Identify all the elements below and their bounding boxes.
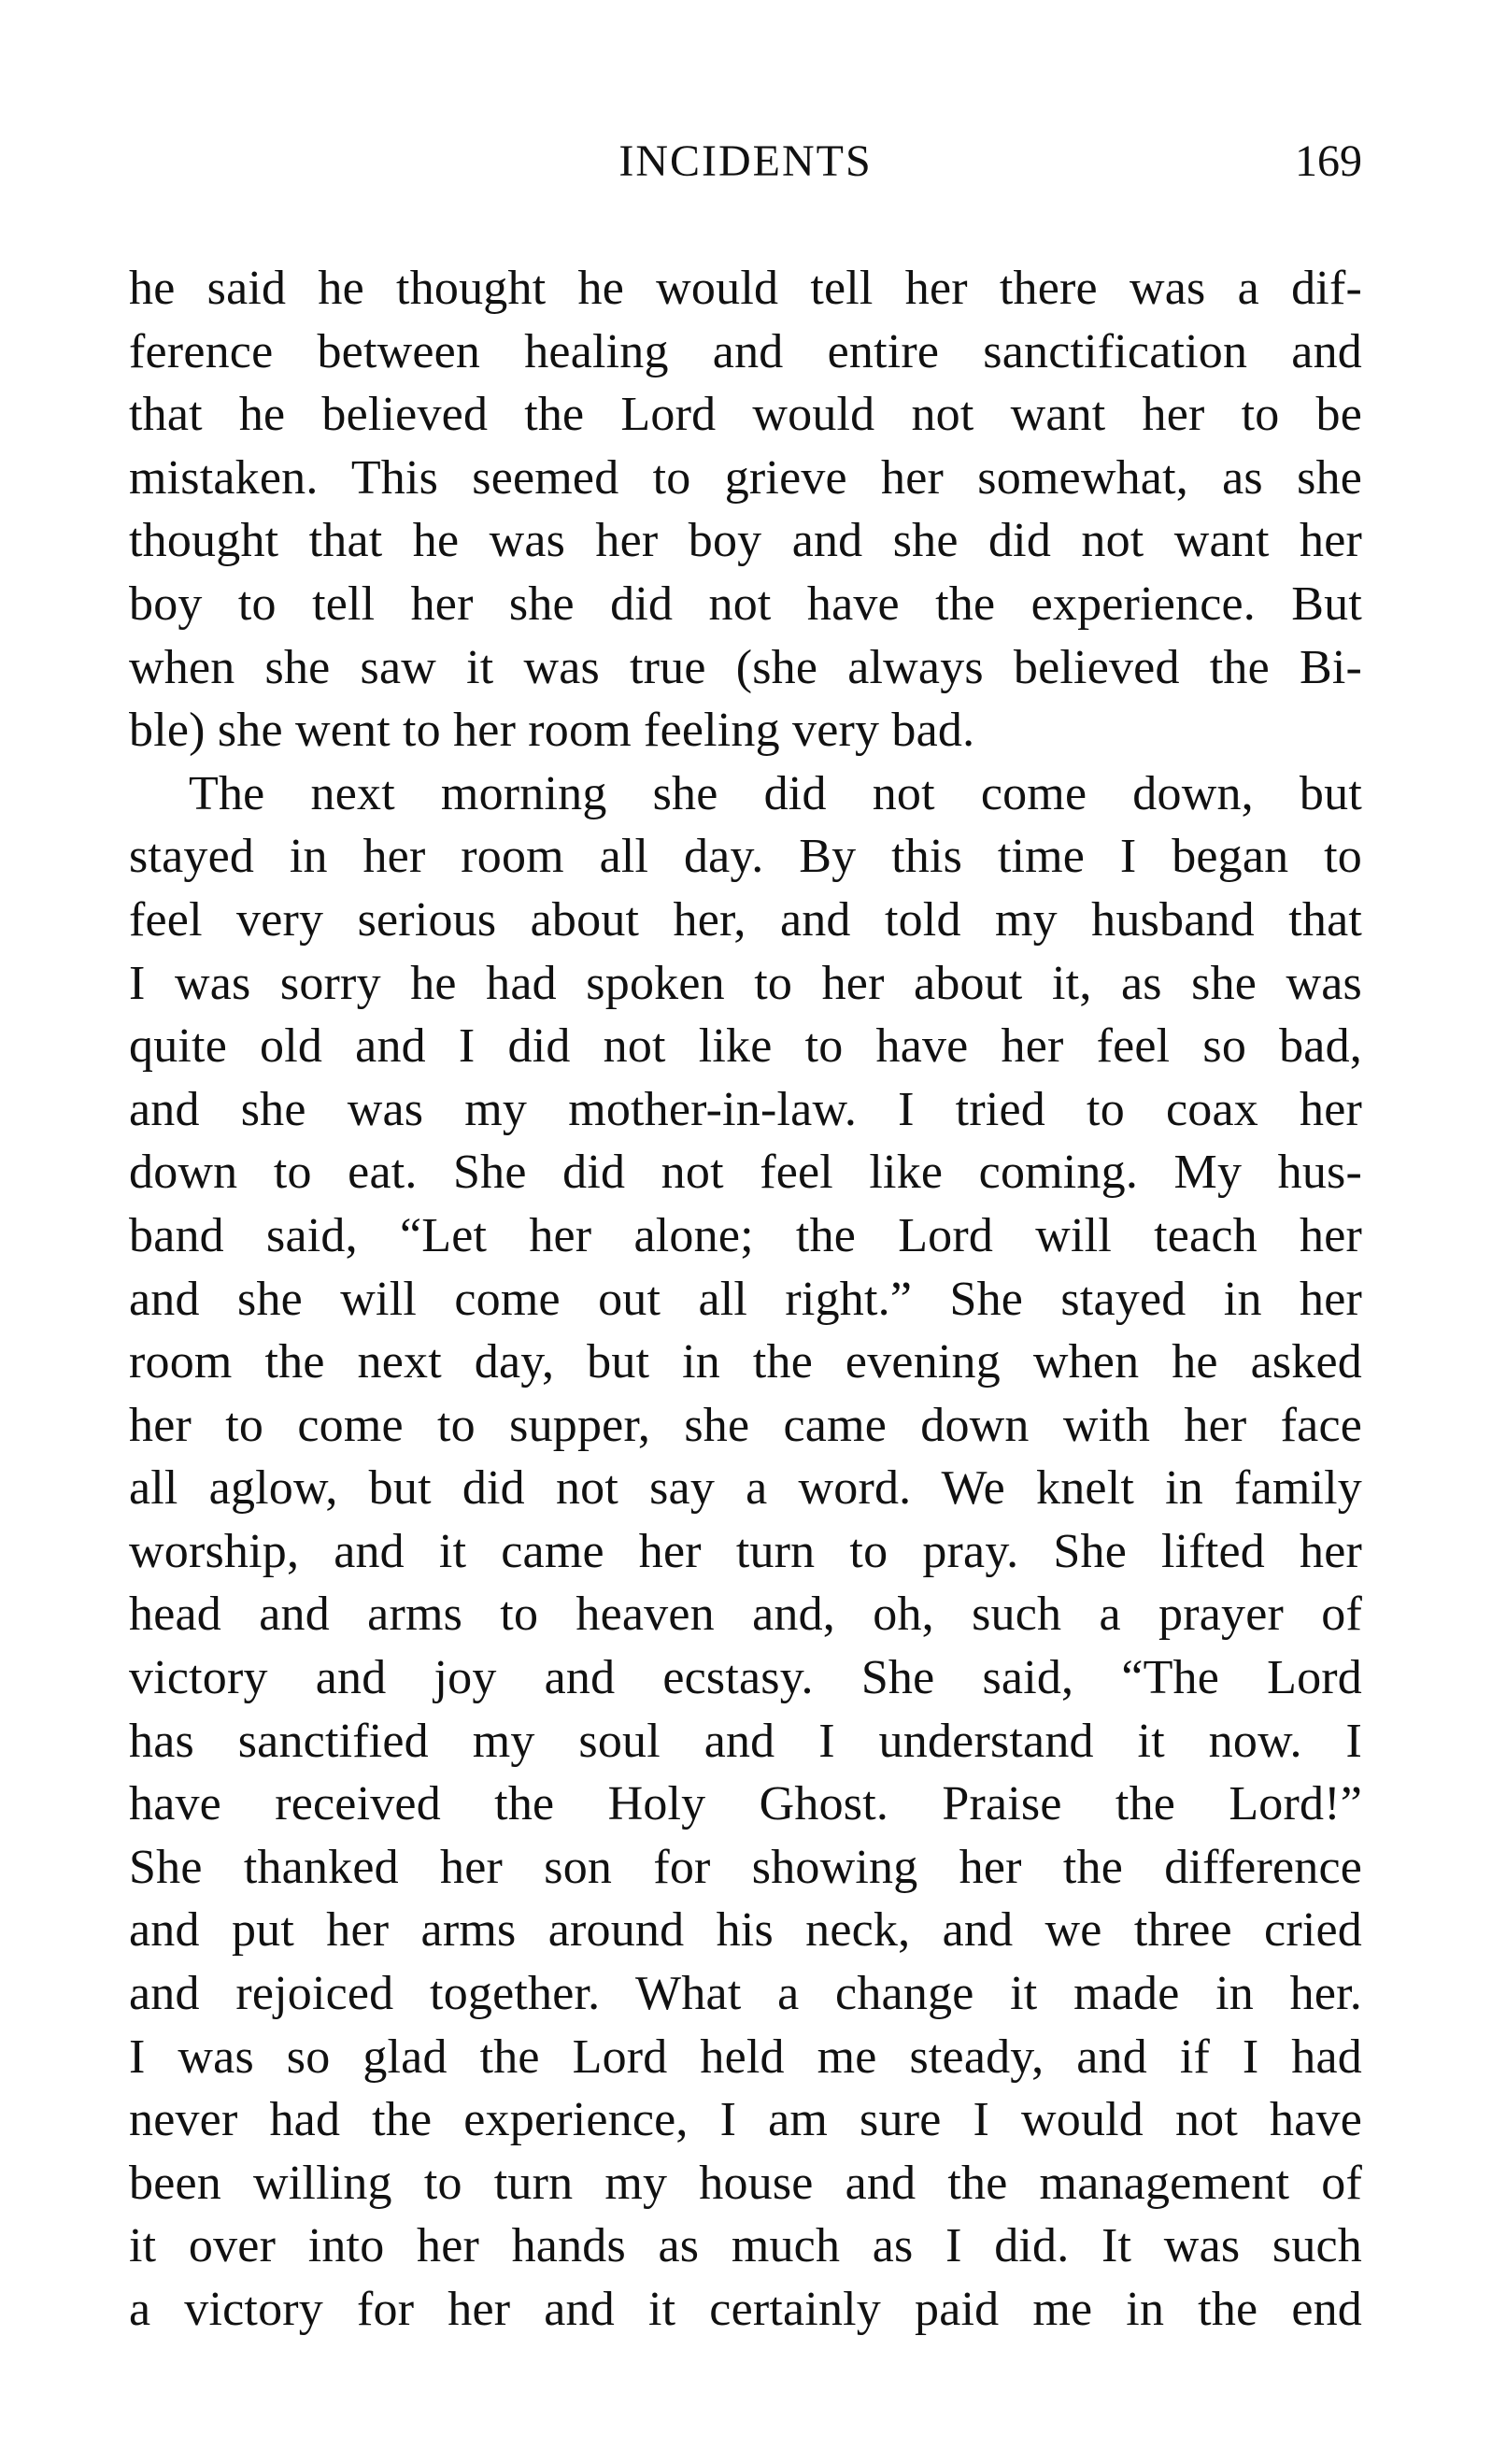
text-line: room the next day, but in the evening when he asked [129,1335,1362,1389]
text-line: and put her arms around his neck, and we three cried [129,1903,1362,1958]
text-line: and she will come out all right.” She stayed in her [129,1272,1362,1326]
text-line: She thanked her son for showing her the difference [129,1840,1362,1894]
text-line: when she saw it was true (she always believed the Bi- [129,640,1362,694]
text-line: worship, and it came her turn to pray. She lifted her [129,1524,1362,1578]
text-line: all aglow, but did not say a word. We knelt in family [129,1461,1362,1516]
text-line: a victory for her and it certainly paid me in the end [129,2283,1362,2336]
text-line: have received the Holy Ghost. Praise the Lord!” [129,1777,1362,1831]
text-line: The next morning she did not come down, but [189,766,1362,820]
text-line: quite old and I did not like to have her feel so bad, [129,1019,1362,1074]
text-line: boy to tell her she did not have the experience. But [129,577,1362,631]
text-line: it over into her hands as much as I did. It was such [129,2219,1362,2273]
text-line: feel very serious about her, and told my husband that [129,892,1362,947]
page-number: 169 [1295,136,1362,186]
text-line: he said he thought he would tell her there was a dif- [129,262,1362,315]
text-line: ference between healing and entire sanctification and [129,324,1362,378]
text-line: never had the experience, I am sure I would not have [129,2093,1362,2147]
text-line: and she was my mother-in-law. I tried to coax her [129,1082,1362,1136]
text-line: her to come to supper, she came down with her face [129,1398,1362,1452]
text-line: ble) she went to her room feeling very bad. [129,704,975,758]
text-line: victory and joy and ecstasy. She said, “The Lord [129,1651,1362,1705]
text-line: thought that he was her boy and she did not want her [129,514,1362,568]
text-line: and rejoiced together. What a change it made in her. [129,1967,1362,2021]
text-line: I was sorry he had spoken to her about it, as she was [129,956,1362,1010]
text-line: head and arms to heaven and, oh, such a prayer of [129,1588,1362,1642]
text-line: stayed in her room all day. By this time I began to [129,830,1362,884]
text-line: I was so glad the Lord held me steady, and if I had [129,2030,1362,2084]
text-line: been willing to turn my house and the management of [129,2156,1362,2210]
running-head [129,129,1362,194]
text-line: band said, “Let her alone; the Lord will teach her [129,1208,1362,1262]
text-line: that he believed the Lord would not want her to be [129,388,1362,442]
text-line: has sanctified my soul and I understand it now. I [129,1714,1362,1768]
text-line: mistaken. This seemed to grieve her somewhat, as she [129,450,1362,505]
running-title: INCIDENTS [618,136,873,186]
body-text [129,257,1362,2342]
text-line: down to eat. She did not feel like coming. My hus- [129,1146,1362,1200]
